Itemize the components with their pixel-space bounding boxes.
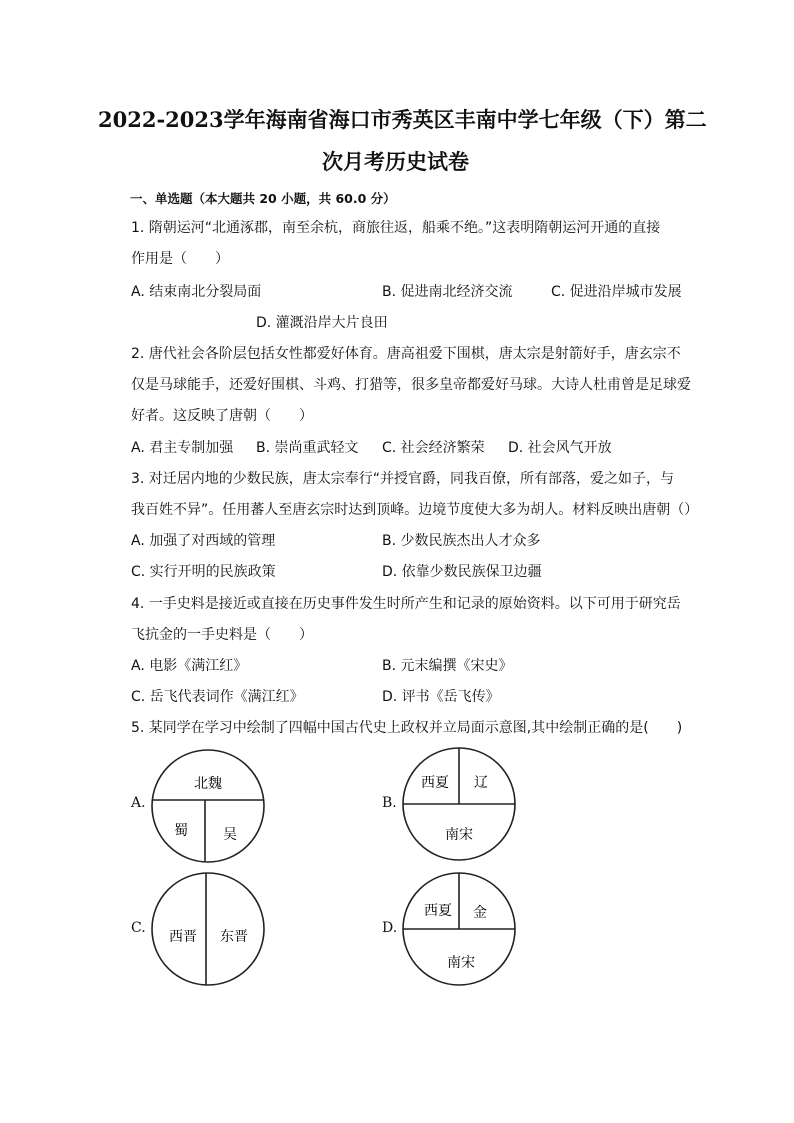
question-2-option-b[interactable]: B. 崇尚重武轻文 bbox=[256, 440, 359, 456]
diagram-d-label[interactable]: D. bbox=[382, 920, 398, 936]
exam-title-line2: 次月考历史试卷 bbox=[322, 149, 469, 174]
diagram-a bbox=[150, 748, 266, 864]
question-1-line-2: 作用是（ ） bbox=[131, 251, 229, 267]
diagram-a-bottom-left-label: 蜀 bbox=[174, 823, 188, 839]
question-2-option-a[interactable]: A. 君主专制加强 bbox=[131, 440, 234, 456]
question-1-option-d[interactable]: D. 灌溉沿岸大片良田 bbox=[256, 315, 388, 331]
diagram-d-top-right-label: 金 bbox=[473, 905, 487, 921]
diagram-b-top-right-label: 辽 bbox=[474, 775, 488, 791]
diagram-a-label[interactable]: A. bbox=[131, 795, 146, 811]
question-2-line-3: 好者。这反映了唐朝（ ） bbox=[131, 408, 313, 424]
question-4-option-d[interactable]: D. 评书《岳飞传》 bbox=[382, 689, 500, 705]
question-3-option-a[interactable]: A. 加强了对西域的管理 bbox=[131, 533, 276, 549]
question-3-option-b[interactable]: B. 少数民族杰出人才众多 bbox=[382, 533, 541, 549]
question-1-line-1: 1. 隋朝运河“北通涿郡，南至余杭，商旅往返，船乘不绝。”这表明隋朝运河开通的直接 bbox=[131, 220, 661, 236]
question-4-line-1: 4. 一手史料是接近或直接在历史事件发生时所产生和记录的原始资料。以下可用于研究岳 bbox=[131, 596, 681, 612]
diagram-d-top-left-label: 西夏 bbox=[424, 903, 452, 919]
diagram-b-bottom-label: 南宋 bbox=[445, 827, 473, 843]
diagram-a-circle bbox=[152, 750, 264, 862]
section-heading: 一、单选题（本大题共 20 小题，共 60.0 分） bbox=[130, 191, 396, 206]
question-2-line-1: 2. 唐代社会各阶层包括女性都爱好体育。唐高祖爱下围棋，唐太宗是射箭好手，唐玄宗不 bbox=[131, 346, 681, 362]
diagram-b-label[interactable]: B. bbox=[382, 795, 397, 811]
diagram-a-bottom-right-label: 吴 bbox=[223, 827, 237, 843]
diagram-c-right-label: 东晋 bbox=[220, 929, 248, 945]
question-3-option-c[interactable]: C. 实行开明的民族政策 bbox=[131, 564, 276, 580]
exam-title-line1: 2022-2023学年海南省海口市秀英区丰南中学七年级（下）第二 bbox=[98, 107, 707, 132]
question-1-option-b[interactable]: B. 促进南北经济交流 bbox=[382, 284, 513, 300]
diagram-d-bottom-label: 南宋 bbox=[447, 955, 475, 971]
diagram-c-label[interactable]: C. bbox=[131, 920, 146, 936]
diagram-b-top-left-label: 西夏 bbox=[421, 775, 449, 791]
question-3-line-1: 3. 对迁居内地的少数民族，唐太宗奉行“并授官爵，同我百僚，所有部落，爱之如子，与 bbox=[131, 471, 675, 487]
question-2-line-2: 仅是马球能手，还爱好围棋、斗鸡、打猎等，很多皇帝都爱好马球。大诗人杜甫曾是足球爱 bbox=[131, 377, 691, 393]
diagram-c-left-label: 西晋 bbox=[169, 929, 197, 945]
question-2-option-c[interactable]: C. 社会经济繁荣 bbox=[382, 440, 485, 456]
question-1-option-c[interactable]: C. 促进沿岸城市发展 bbox=[551, 284, 682, 300]
diagram-d bbox=[400, 870, 518, 988]
question-2-option-d[interactable]: D. 社会风气开放 bbox=[508, 440, 612, 456]
question-5-line-1: 5. 某同学在学习中绘制了四幅中国古代史上政权并立局面示意图,其中绘制正确的是( ) bbox=[131, 720, 683, 736]
diagram-c bbox=[150, 870, 266, 988]
question-4-option-a[interactable]: A. 电影《满江红》 bbox=[131, 658, 248, 674]
diagram-b bbox=[400, 746, 518, 862]
question-3-line-2: 我百姓不异”。任用蕃人至唐玄宗时达到顶峰。边境节度使大多为胡人。材料反映出唐朝（） bbox=[131, 502, 699, 518]
question-4-line-2: 飞抗金的一手史料是（ ） bbox=[131, 627, 313, 643]
question-4-option-b[interactable]: B. 元末编撰《宋史》 bbox=[382, 658, 513, 674]
diagram-a-top-label: 北魏 bbox=[194, 776, 222, 792]
question-1-option-a[interactable]: A. 结束南北分裂局面 bbox=[131, 284, 262, 300]
question-3-option-d[interactable]: D. 依靠少数民族保卫边疆 bbox=[382, 564, 542, 580]
question-4-option-c[interactable]: C. 岳飞代表词作《满江红》 bbox=[131, 689, 304, 705]
